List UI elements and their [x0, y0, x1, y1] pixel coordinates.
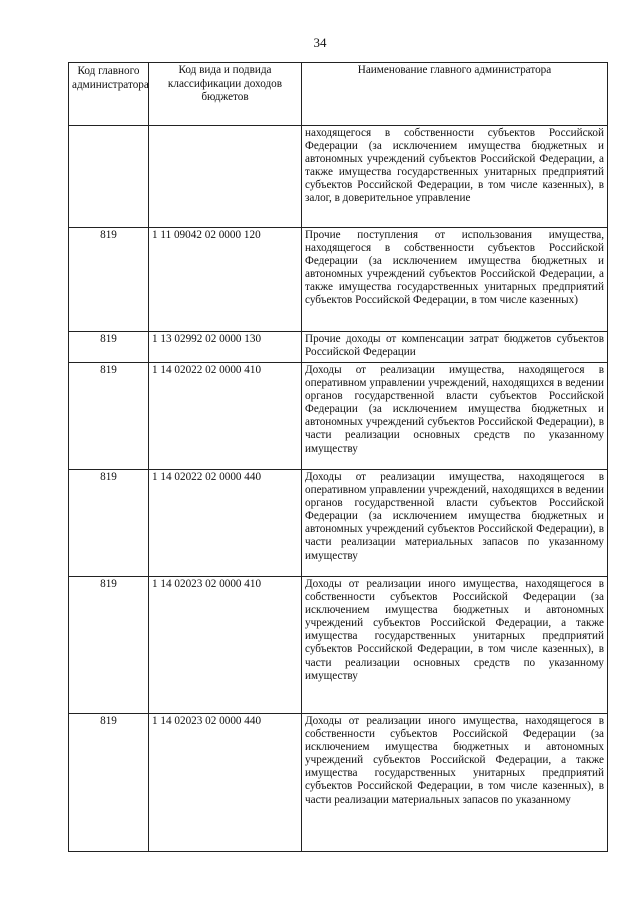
administrator-name-cell: Доходы от реализации имущества, находящегося в оперативном управлении учреждений, находящихся в ведении органов государственной власти субъектов Российской Федерации (за исключением имущества бюджетных и автономных учреждений субъектов Российской Федерации), в части реализации материальных запасов по указанному имуществу [302, 470, 608, 577]
classification-code-cell [149, 126, 302, 228]
classification-code-cell: 1 14 02022 02 0000 410 [149, 363, 302, 470]
table-row [69, 332, 608, 363]
classification-code-cell: 1 11 09042 02 0000 120 [149, 228, 302, 332]
table-row [69, 228, 608, 332]
administrator-name-cell: Прочие доходы от компенсации затрат бюджетов субъектов Российской Федерации [302, 332, 608, 363]
header-administrator-name: Наименование главного администратора [302, 63, 608, 126]
table-row [69, 714, 608, 852]
classification-code-cell: 1 14 02023 02 0000 410 [149, 577, 302, 714]
table-row [69, 363, 608, 470]
classification-code-cell: 1 13 02992 02 0000 130 [149, 332, 302, 363]
administrator-name-cell: Доходы от реализации иного имущества, находящегося в собственности субъектов Российской Федерации (за исключением имущества бюджетных и автономных учреждений субъектов Российской Федерации, а также имущества государственных унитарных предприятий субъектов Российской Федерации, в том числе казенных), в части реализации основных средств по указанному имуществу [302, 577, 608, 714]
classification-code-cell: 1 14 02022 02 0000 440 [149, 470, 302, 577]
admin-code-cell [69, 126, 149, 228]
admin-code-cell: 819 [69, 577, 149, 714]
header-classification-code: Код вида и подвида классификации доходов бюджетов [149, 63, 302, 126]
header-admin-code: Код главного администратора [69, 63, 149, 126]
classification-code-cell: 1 14 02023 02 0000 440 [149, 714, 302, 852]
revenue-administrators-table [68, 62, 608, 852]
administrator-name-cell: Доходы от реализации иного имущества, находящегося в собственности субъектов Российской Федерации (за исключением имущества бюджетных и автономных учреждений субъектов Российской Федерации, а также имущества государственных унитарных предприятий субъектов Российской Федерации, в том числе казенных), в части реализации материальных запасов по указанному [302, 714, 608, 852]
admin-code-cell: 819 [69, 714, 149, 852]
admin-code-cell: 819 [69, 363, 149, 470]
admin-code-cell: 819 [69, 332, 149, 363]
table-header-row [69, 63, 608, 126]
table-row [69, 577, 608, 714]
administrator-name-cell: находящегося в собственности субъектов Российской Федерации (за исключением имущества бюджетных и автономных учреждений субъектов Российской Федерации, а также имущества государственных унитарных предприятий субъектов Российской Федерации, в том числе казенных), в залог, в доверительное управление [302, 126, 608, 228]
administrator-name-cell: Прочие поступления от использования имущества, находящегося в собственности субъектов Российской Федерации (за исключением имущества бюджетных и автономных учреждений субъектов Российской Федерации, а также имущества государственных унитарных предприятий субъектов Российской Федерации, в том числе казенных) [302, 228, 608, 332]
admin-code-cell: 819 [69, 470, 149, 577]
admin-code-cell: 819 [69, 228, 149, 332]
administrator-name-cell: Доходы от реализации имущества, находящегося в оперативном управлении учреждений, находящихся в ведении органов государственной власти субъектов Российской Федерации (за исключением имущества бюджетных и автономных учреждений субъектов Российской Федерации), в части реализации основных средств по указанному имуществу [302, 363, 608, 470]
page-number: 34 [313, 35, 327, 50]
table-row [69, 470, 608, 577]
table-row [69, 126, 608, 228]
